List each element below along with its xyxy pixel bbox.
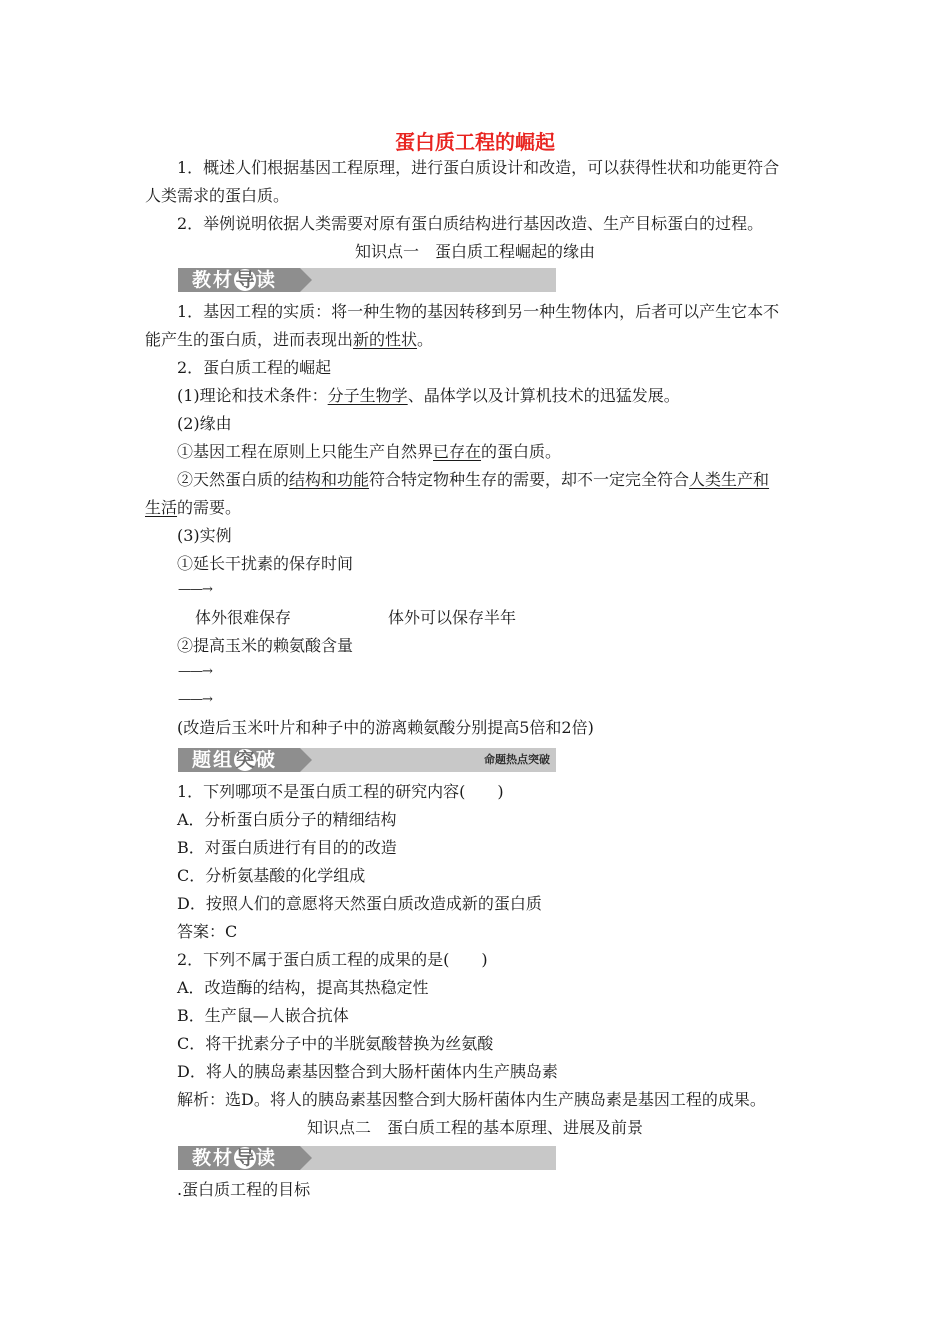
textbook-guide-banner: 教材导读 — [178, 268, 556, 292]
objective-1: 1．概述人们根据基因工程原理，进行蛋白质设计和改造，可以获得性状和功能更符合 — [177, 158, 780, 177]
s1-para-1-cont: 能产生的蛋白质，进而表现出新的性状。 — [145, 330, 434, 349]
practice-banner-subtitle: 命题热点突破 — [484, 753, 550, 766]
s1-para-6-cont: 生活的需要。 — [145, 498, 242, 517]
q2-option-d: D．将人的胰岛素基因整合到大肠杆菌体内生产胰岛素 — [177, 1062, 558, 1081]
s1-para-1: 1．基因工程的实质：将一种生物的基因转移到另一种生物体内，后者可以产生它本不 — [177, 302, 780, 321]
q2-option-c: C．将干扰素分子中的半胱氨酸替换为丝氨酸 — [177, 1034, 494, 1053]
s1-para-3: (1)理论和技术条件：分子生物学、晶体学以及计算机技术的迅猛发展。 — [177, 386, 680, 405]
objective-2: 2．举例说明依据人类需要对原有蛋白质结构进行基因改造、生产目标蛋白的过程。 — [177, 214, 764, 233]
q1-answer: 答案：C — [177, 922, 238, 941]
q1-option-d: D．按照人们的意愿将天然蛋白质改造成新的蛋白质 — [177, 894, 542, 913]
s1-para-6: ②天然蛋白质的结构和功能符合特定物种生存的需要，却不一定完全符合人类生产和 — [177, 470, 770, 489]
section-1-heading: 知识点一 蛋白质工程崛起的缘由 — [354, 242, 595, 261]
page-title: 蛋白质工程的崛起 — [395, 130, 555, 154]
q2-answer: 解析：选D。将人的胰岛素基因整合到大肠杆菌体内生产胰岛素是基因工程的成果。 — [177, 1090, 766, 1109]
s2-para-1: .蛋白质工程的目标 — [177, 1180, 311, 1199]
q1-option-a: A．分析蛋白质分子的精细结构 — [177, 810, 397, 829]
q2-option-a: A．改造酶的结构，提高其热稳定性 — [177, 978, 429, 997]
arrow-1: ——→ — [178, 582, 212, 597]
q2-option-b: B．生产鼠—人嵌合抗体 — [177, 1006, 349, 1025]
s1-para-4: (2)缘由 — [177, 414, 232, 433]
s1-example-after: 体外可以保存半年 — [388, 608, 517, 627]
q1-option-c: C．分析氨基酸的化学组成 — [177, 866, 366, 885]
objective-1-cont: 人类需求的蛋白质。 — [145, 186, 290, 205]
arrow-3: ——→ — [178, 692, 212, 707]
q1-option-b: B．对蛋白质进行有目的的改造 — [177, 838, 397, 857]
section-2-heading: 知识点二 蛋白质工程的基本原理、进展及前景 — [306, 1118, 643, 1137]
s1-para-11: (改造后玉米叶片和种子中的游离赖氨酸分别提高5倍和2倍) — [177, 718, 594, 737]
s1-para-7: (3)实例 — [177, 526, 232, 545]
s1-para-8: ①延长干扰素的保存时间 — [177, 554, 354, 573]
textbook-guide-banner-2: 教材导读 — [178, 1146, 556, 1170]
question-1: 1．下列哪项不是蛋白质工程的研究内容( ) — [177, 782, 504, 801]
arrow-2: ——→ — [178, 664, 212, 679]
s1-para-5: ①基因工程在原则上只能生产自然界已存在的蛋白质。 — [177, 442, 562, 461]
s1-para-10: ②提高玉米的赖氨酸含量 — [177, 636, 354, 655]
s1-example-before: 体外很难保存 — [195, 608, 292, 627]
practice-banner: 题组突破 命题热点突破 — [178, 748, 556, 772]
question-2: 2．下列不属于蛋白质工程的成果的是( ) — [177, 950, 488, 969]
s1-para-2: 2．蛋白质工程的崛起 — [177, 358, 332, 377]
